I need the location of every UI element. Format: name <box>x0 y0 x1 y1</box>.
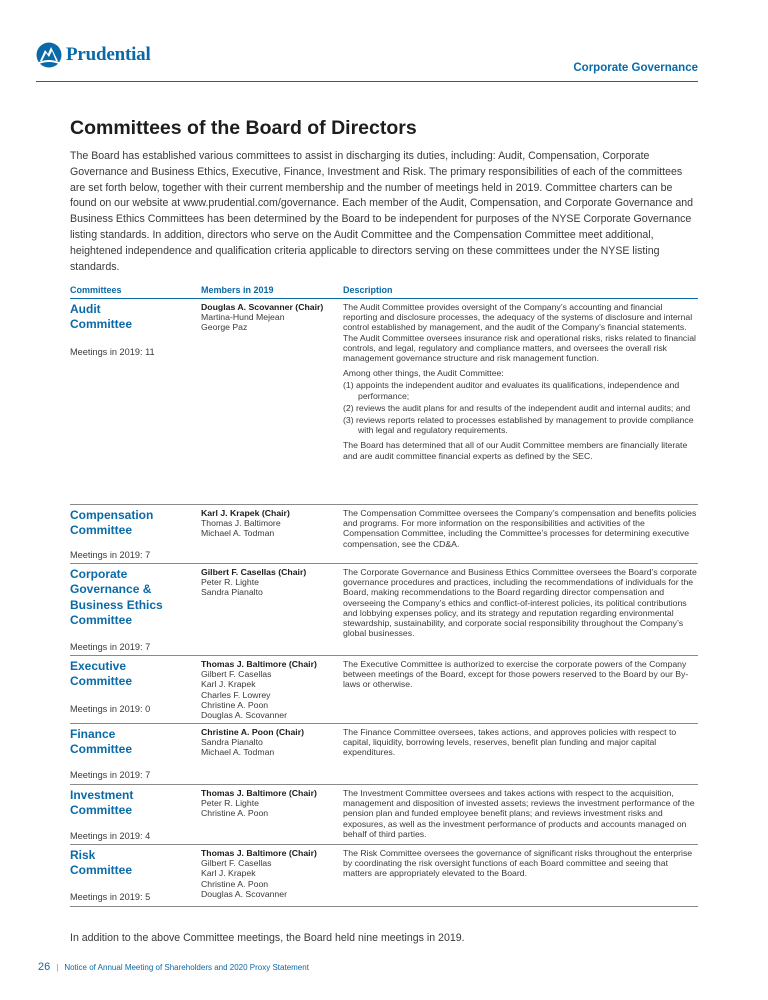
footer-title: Notice of Annual Meeting of Shareholders and 2020 Proxy Statement <box>64 963 309 972</box>
committee-description: The Finance Committee oversees, takes actions, and approves policies with respect to capital, liquidity, borrowing levels, reserves, benefit plan funding and major capital expenditures. <box>343 727 677 758</box>
committees-table <box>70 284 698 907</box>
committee-name: Finance Committee <box>70 727 133 757</box>
meetings-count: Meetings in 2019: 11 <box>70 347 155 357</box>
members-list: Karl J. Krapek (Chair) Thomas J. Baltimore Michael A. Todman <box>201 508 290 539</box>
page-title: Committees of the Board of Directors <box>70 117 417 139</box>
members-list: Thomas J. Baltimore (Chair) Gilbert F. Casellas Karl J. Krapek Christine A. Poon Douglas A. Scovanner <box>201 848 317 899</box>
page-number: 26 <box>38 961 51 973</box>
members-list: Christine A. Poon (Chair) Sandra Pianalto Michael A. Todman <box>201 727 304 758</box>
meetings-count: Meetings in 2019: 7 <box>70 550 151 560</box>
committee-name: Executive Committee <box>70 659 133 689</box>
committee-description: The Audit Committee provides oversight of the Company’s accounting and financial reporting and disclosure processes, the adequacy of the systems of disclosure and internal control established by management, and the audit of the Company’s financial statements. The Audit Committee oversees insurance risk and operational risks, risks related to financial controls, and legal, regulatory and compliance matters, and oversees the overall risk management governance structure and risk management function. Among other things, the Audit Committee: (1) appoints the independent auditor and evaluates its qualifications, independence and performance; (2) reviews the audit plans for and results of the independent audit and internal audits; and (3) reviews reports related to processes established by management to provide compliance with legal and regulatory requirements. The Board has determined that all of our Audit Committee members are financially literate and are audit committee financial experts as defined by the SEC. <box>343 302 696 461</box>
header-members: Members in 2019 <box>201 285 274 295</box>
committee-name: Investment Committee <box>70 788 134 818</box>
committee-description: The Investment Committee oversees and takes actions with respect to the acquisition, management and disposition of invested assets; reviews the investment performance of the pension plan and funded employee benefit plans; and reviews investment risks and exposures, as well as the investment performance of products and accounts managed on behalf of third parties. <box>343 788 695 839</box>
table-row-compensation <box>70 505 698 564</box>
committee-description: The Compensation Committee oversees the Company’s compensation and benefits policies and programs. For more information on the responsibilities and activities of the Compensation Committee, including the Committee’s processes for determining executive compensation, see the CD&A. <box>343 508 697 549</box>
meetings-count: Meetings in 2019: 4 <box>70 831 151 841</box>
meetings-count: Meetings in 2019: 7 <box>70 770 151 780</box>
committee-description: The Risk Committee oversees the governance of significant risks throughout the enterprise by coordinating the risk oversight functions of each Board committee and seeing that matters are appropriately elevated to the Board. <box>343 848 693 879</box>
committee-name: Compensation Committee <box>70 508 154 538</box>
header-description: Description <box>343 285 393 295</box>
committee-description: The Corporate Governance and Business Ethics Committee oversees the Board’s corporate governance procedures and practices, including the recommendations of individuals for the Board, making recommendations to the Board regarding director compensation and overseeing the Company’s ethics and conflict-of-interest policies, its political contributions and lobbying expenses policy, and its strategy and reputation regarding environmental stewardship, sustainability, and corporate social responsibility throughout the Company’s global businesses. <box>343 567 697 639</box>
page-header <box>36 40 698 82</box>
members-list: Thomas J. Baltimore (Chair) Gilbert F. Casellas Karl J. Krapek Charles F. Lowrey Christine A. Poon Douglas A. Scovanner <box>201 659 317 721</box>
header-committees: Committees <box>70 285 122 295</box>
meetings-count: Meetings in 2019: 7 <box>70 642 151 652</box>
table-row-executive <box>70 656 698 724</box>
closing-note: In addition to the above Committee meetings, the Board held nine meetings in 2019. <box>70 932 465 944</box>
meetings-count: Meetings in 2019: 0 <box>70 704 151 714</box>
committee-description: The Executive Committee is authorized to exercise the corporate powers of the Company between meetings of the Board, except for those powers reserved to the Board by our By-laws or otherwise. <box>343 659 689 690</box>
rock-logo-icon <box>36 42 62 68</box>
brand-logo <box>36 42 151 68</box>
table-row-audit <box>70 299 698 505</box>
section-label: Corporate Governance <box>573 62 698 74</box>
table-row-investment <box>70 785 698 845</box>
brand-name: Prudential <box>66 44 151 65</box>
table-header <box>70 284 698 299</box>
table-row-corporate-governance <box>70 564 698 656</box>
members-list: Thomas J. Baltimore (Chair) Peter R. Lighte Christine A. Poon <box>201 788 317 819</box>
committee-name: Risk Committee <box>70 848 133 878</box>
committee-name: Audit Committee <box>70 302 133 332</box>
table-row-risk <box>70 845 698 907</box>
table-row-finance <box>70 724 698 785</box>
members-list: Douglas A. Scovanner (Chair) Martina-Hund Mejean George Paz <box>201 302 324 333</box>
meetings-count: Meetings in 2019: 5 <box>70 892 151 902</box>
members-list: Gilbert F. Casellas (Chair) Peter R. Lighte Sandra Pianalto <box>201 567 307 598</box>
page-footer <box>38 961 309 973</box>
committee-name: Corporate Governance & Business Ethics Committee <box>70 567 163 628</box>
intro-paragraph: The Board has established various committees to assist in discharging its duties, including: Audit, Compensation, Corporate Governance and Business Ethics, Executive, Finance, Investment and Risk. The primary responsibilities of each of the committees are set forth below, together with their current membership and the number of meetings held in 2019. Committee charters can be found on our website at www.prudential.com/governance. Each member of the Audit, Compensation, and Corporate Governance and Business Ethics Committees has been determined by the Board to be independent for purposes of the NYSE Corporate Governance listing standards. In addition, directors who serve on the Audit Committee and the Compensation Committee meet additional, heightened independence and qualification criteria applicable to directors serving on these committees under the NYSE listing standards. <box>70 150 694 273</box>
footer-separator: | <box>56 963 59 972</box>
